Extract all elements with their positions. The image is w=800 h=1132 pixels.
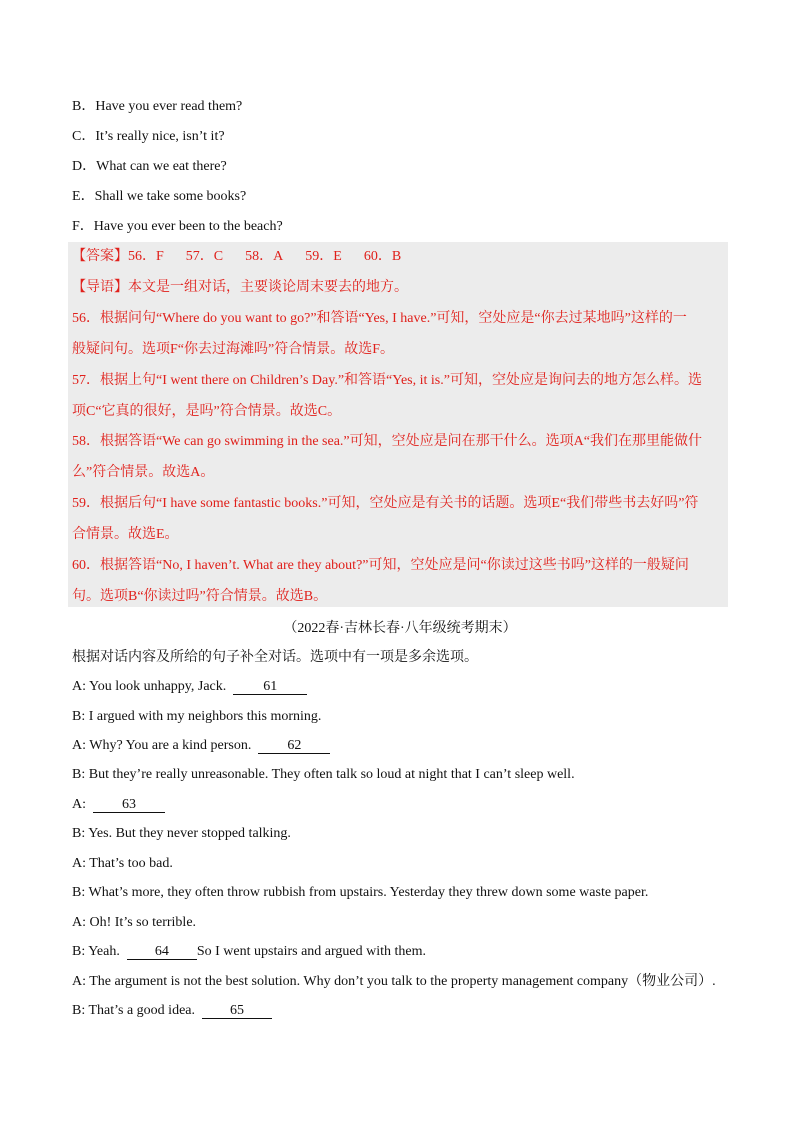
- answer-line: [72, 248, 401, 266]
- option-text: Shall we take some books?: [94, 189, 247, 204]
- dialogue-text: A: You look unhappy, Jack.: [72, 679, 234, 694]
- option-text: What can we eat there?: [96, 159, 227, 174]
- explanation-56-line1: 56．根据问句“Where do you want to go?”和答语“Yes, I have.”可知，空处应是“你去过某地吗”这样的一: [72, 311, 687, 326]
- explanation-56-line2: 般疑问句。选项F“你去过海滩吗”符合情景。故选F。: [72, 342, 394, 357]
- explanation-57-line2: 项C“它真的很好，是吗”符合情景。故选C。: [72, 404, 342, 419]
- answer-item: 60．B: [363, 249, 402, 264]
- option-letter: C: [72, 129, 82, 144]
- option-letter: B: [72, 99, 82, 114]
- dialogue-line: [72, 678, 307, 696]
- option-letter: F: [72, 219, 80, 234]
- explanation-58-line2: 么”符合情景。故选A。: [72, 465, 215, 480]
- dialogue-text: A:: [72, 797, 93, 812]
- dialogue-line: [72, 796, 165, 814]
- dialogue-line: B: What’s more, they often throw rubbish from upstairs. Yesterday they threw down some waste paper.: [72, 885, 649, 900]
- option-c: C．It’s really nice, isn’t it?: [72, 129, 225, 144]
- option-letter: E: [72, 189, 81, 204]
- option-letter: D: [72, 159, 83, 174]
- dialogue-line: A: That’s too bad.: [72, 856, 173, 871]
- option-text: Have you ever read them?: [95, 99, 243, 114]
- dialogue-line: [72, 1002, 272, 1020]
- answer-item: 59．E: [305, 249, 342, 264]
- answer-item: 56．F: [128, 249, 164, 264]
- guide-label: 【导语】: [72, 280, 128, 295]
- option-e: E．Shall we take some books?: [72, 189, 247, 204]
- instruction: 根据对话内容及所给的句子补全对话。选项中有一项是多余选项。: [72, 650, 478, 665]
- option-f: F．Have you ever been to the beach?: [72, 219, 283, 234]
- dialogue-line: B: I argued with my neighbors this morning.: [72, 709, 322, 724]
- explanation-59-line1: 59．根据后句“I have some fantastic books.”可知，空处应是有关书的话题。选项E“我们带些书去好吗”符: [72, 496, 699, 511]
- blank-64: 64: [127, 944, 197, 960]
- option-text: It’s really nice, isn’t it?: [95, 129, 225, 144]
- explanation-60-line1: 60．根据答语“No, I haven’t. What are they about?”可知，空处应是问“你读过这些书吗”这样的一般疑问: [72, 558, 689, 573]
- dialogue-line: B: Yes. But they never stopped talking.: [72, 826, 291, 841]
- dialogue-line: A: Oh! It’s so terrible.: [72, 915, 197, 930]
- option-text: Have you ever been to the beach?: [93, 219, 283, 234]
- blank-61: 61: [233, 679, 307, 695]
- blank-63: 63: [93, 797, 165, 813]
- dialogue-line: A: The argument is not the best solution. Why don’t you talk to the property management company（物业公司）.: [72, 974, 716, 989]
- dialogue-text: So I went upstairs and argued with them.: [196, 944, 427, 959]
- option-b: B．Have you ever read them?: [72, 99, 243, 114]
- dialogue-line: [72, 737, 330, 755]
- dialogue-line: B: But they’re really unreasonable. They often talk so loud at night that I can’t sleep well.: [72, 767, 575, 782]
- dialogue-text: B: That’s a good idea.: [72, 1003, 202, 1018]
- guide-text: 本文是一组对话，主要谈论周末要去的地方。: [128, 280, 408, 295]
- answer-label: 【答案】: [72, 249, 128, 264]
- explanation-60-line2: 句。选项B“你读过吗”符合情景。故选B。: [72, 589, 328, 604]
- explanation-57-line1: 57．根据上句“I went there on Children’s Day.”和答语“Yes, it is.”可知，空处应是询问去的地方怎么样。选: [72, 373, 702, 388]
- dialogue-line: [72, 943, 426, 961]
- answer-item: 57．C: [185, 249, 224, 264]
- answer-item: 58．A: [245, 249, 284, 264]
- blank-65: 65: [202, 1003, 272, 1019]
- dialogue-text: B: Yeah.: [72, 944, 127, 959]
- blank-62: 62: [258, 738, 330, 754]
- guide-line: [72, 279, 408, 297]
- dialogue-text: A: Why? You are a kind person.: [72, 738, 259, 753]
- option-d: D．What can we eat there?: [72, 159, 227, 174]
- explanation-59-line2: 合情景。故选E。: [72, 527, 179, 542]
- question-source: （2022春·吉林长春·八年级统考期末）: [283, 621, 517, 636]
- explanation-58-line1: 58．根据答语“We can go swimming in the sea.”可知，空处应是问在那干什么。选项A“我们在那里能做什: [72, 434, 702, 449]
